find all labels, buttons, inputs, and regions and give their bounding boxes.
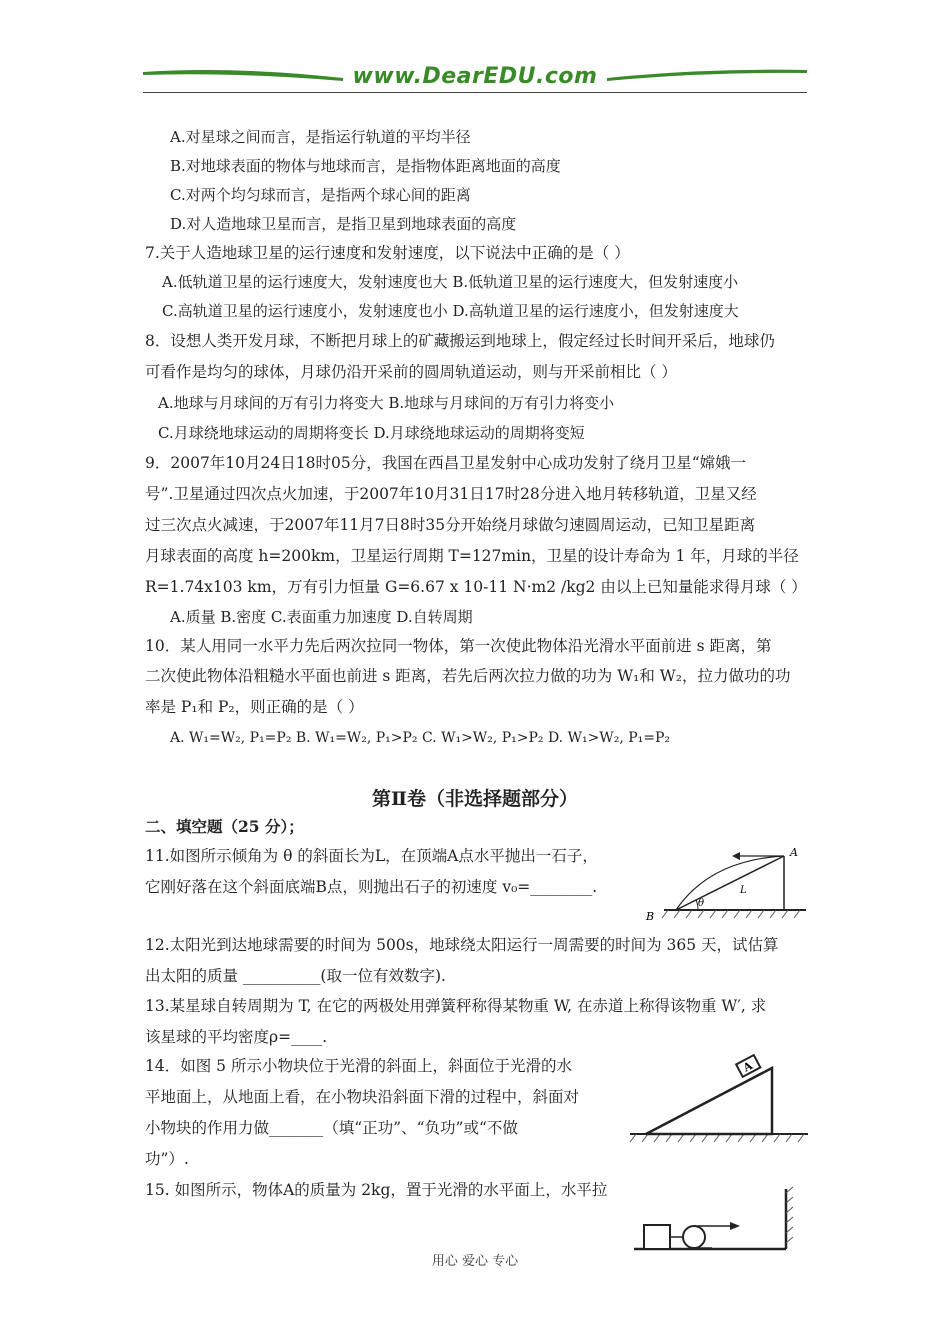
q13-stem-line2: 该星球的平均密度ρ=____. xyxy=(145,1028,328,1046)
q6-option-a: A.对星球之间而言，是指运行轨道的平均半径 xyxy=(170,128,471,146)
q14-stem-line4: 功”）. xyxy=(145,1150,189,1168)
q12-stem-line2: 出太阳的质量 __________(取一位有效数字). xyxy=(145,967,446,985)
q9-stem-line5: R=1.74x103 km，万有引力恒量 G=6.67 x 10-11 N·m2 /kg2 由以上已知量能求得月球（ ） xyxy=(145,578,807,596)
q7-stem: 7.关于人造地球卫星的运行速度和发射速度，以下说法中正确的是（ ） xyxy=(145,244,630,262)
q10-stem-line2: 二次使此物体沿粗糙水平面也前进 s 距离，若先后两次拉力做的功为 W₁和 W₂，拉力做功的功 xyxy=(145,667,791,685)
q9-stem-line4: 月球表面的高度 h=200km，卫星运行周期 T=127min，卫星的设计寿命为 1 年，月球的半径 xyxy=(145,547,799,565)
q6-option-d: D.对人造地球卫星而言，是指卫星到地球表面的高度 xyxy=(170,215,517,233)
fig14-block-label: A xyxy=(741,1058,755,1075)
q7-options-cd: C.高轨道卫星的运行速度小，发射速度也小 D.高轨道卫星的运行速度小，但发射速度大 xyxy=(162,302,739,320)
q11-stem-line2: 它刚好落在这个斜面底端B点，则抛出石子的初速度 v₀=________. xyxy=(145,878,598,896)
fig11-label-theta: θ xyxy=(698,898,705,909)
q14-wedge-figure xyxy=(626,1048,812,1144)
q12-stem-line1: 12.太阳光到达地球需要的时间为 500s，地球绕太阳运行一周需要的时间为 365 天，试估算 xyxy=(145,936,779,954)
q8-options-ab: A.地球与月球间的万有引力将变大 B.地球与月球间的万有引力将变小 xyxy=(158,394,615,412)
fig11-label-b: B xyxy=(646,910,655,923)
q10-stem-line3: 率是 P₁和 P₂，则正确的是（ ） xyxy=(145,698,364,716)
q15-stem-line1: 15. 如图所示，物体A的质量为 2kg，置于光滑的水平面上，水平拉 xyxy=(145,1181,608,1199)
fill-in-heading: 二、填空题（25 分）； xyxy=(145,817,304,836)
q14-stem-line1: 14．如图 5 所示小物块位于光滑的斜面上，斜面位于光滑的水 xyxy=(145,1057,572,1075)
q10-options: A. W₁=W₂, P₁=P₂ B. W₁=W₂, P₁>P₂ C. W₁>W₂, P₁>P₂ D. W₁>W₂, P₁=P₂ xyxy=(170,730,671,746)
q8-stem-line2: 可看作是均匀的球体，月球仍沿开采前的圆周轨道运动，则与开采前相比（ ） xyxy=(145,363,677,381)
fig11-label-a: A xyxy=(790,846,798,859)
q8-options-cd: C.月球绕地球运动的周期将变长 D.月球绕地球运动的周期将变短 xyxy=(158,424,585,442)
site-logo-text: www.DearEDU.com xyxy=(352,64,598,89)
fig11-label-l: L xyxy=(740,885,747,896)
q11-stem-line1: 11.如图所示倾角为 θ 的斜面长为L，在顶端A点水平抛出一石子， xyxy=(145,847,598,865)
q10-stem-line1: 10．某人用同一水平力先后两次拉同一物体，第一次使此物体沿光滑水平面前进 s 距离，第 xyxy=(145,637,772,655)
page-footer: 用心 爱心 专心 xyxy=(431,1254,519,1269)
q6-option-c: C.对两个均匀球而言，是指两个球心间的距离 xyxy=(170,186,471,204)
q9-options: A.质量 B.密度 C.表面重力加速度 D.自转周期 xyxy=(170,608,473,626)
q9-stem-line2: 号”.卫星通过四次点火加速，于2007年10月31日17时28分进入地月转移轨道，卫星又经 xyxy=(145,485,757,503)
q14-stem-line2: 平地面上，从地面上看，在小物块沿斜面下滑的过程中，斜面对 xyxy=(145,1088,580,1106)
q8-stem-line1: 8．设想人类开发月球，不断把月球上的矿藏搬运到地球上，假定经过长时间开采后，地球仍 xyxy=(145,332,775,350)
q13-stem-line1: 13.某星球自转周期为 T, 在它的两极处用弹簧秤称得某物重 W, 在赤道上称得该物重 W′, 求 xyxy=(145,997,767,1015)
q9-stem-line1: 9．2007年10月24日18时05分，我国在西昌卫星发射中心成功发射了绕月卫星“嫦娥一 xyxy=(145,454,747,472)
q7-options-ab: A.低轨道卫星的运行速度大，发射速度也大 B.低轨道卫星的运行速度大，但发射速度小 xyxy=(162,273,739,291)
q9-stem-line3: 过三次点火减速，于2007年11月7日8时35分开始绕月球做匀速圆周运动，已知卫星距离 xyxy=(145,516,756,534)
section-title: 第Ⅱ卷（非选择题部分） xyxy=(371,788,578,810)
q15-pulley-figure xyxy=(630,1185,796,1255)
header-divider xyxy=(143,92,807,93)
header-banner xyxy=(143,62,807,94)
q6-option-b: B.对地球表面的物体与地球而言，是指物体距离地面的高度 xyxy=(170,157,561,175)
q11-incline-figure xyxy=(640,838,810,924)
q14-stem-line3: 小物块的作用力做_______（填“正功”、“负功”或“不做 xyxy=(145,1119,518,1137)
